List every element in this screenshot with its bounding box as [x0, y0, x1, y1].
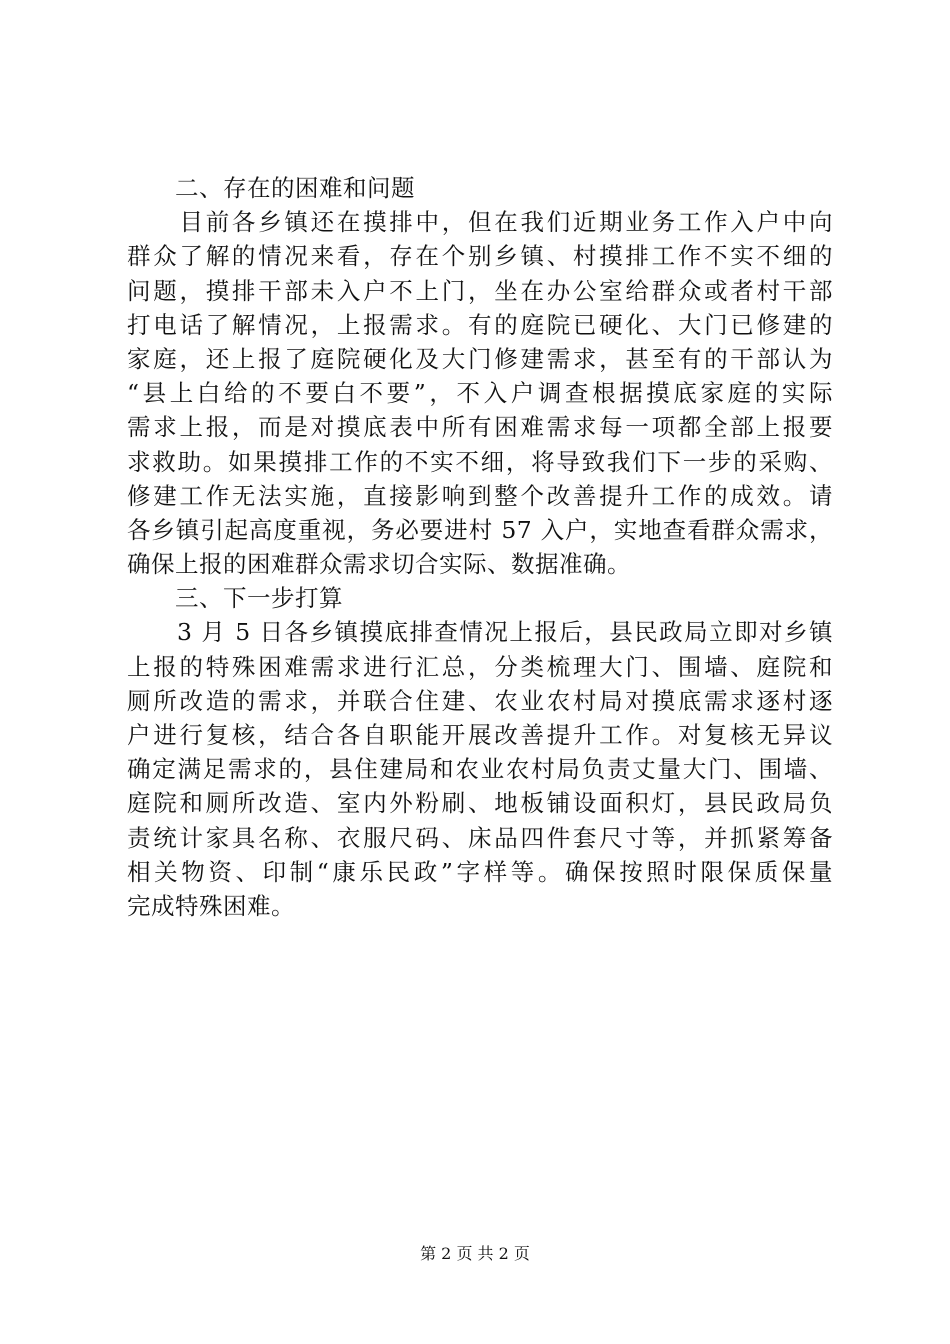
document-body	[127, 171, 833, 923]
page-footer: 第 2 页 共 2 页	[420, 1244, 530, 1263]
paragraph-line: 打电话了解情况，上报需求。有的庭院已硬化、大门已修建的	[127, 310, 833, 339]
paragraph-line: 责统计家具名称、衣服尺码、床品四件套尺寸等，并抓紧筹备	[127, 823, 833, 852]
paragraph-line: 厕所改造的需求，并联合住建、农业农村局对摸底需求逐村逐	[127, 686, 833, 715]
paragraph-line: 确保上报的困难群众需求切合实际、数据准确。	[127, 550, 631, 579]
paragraph-line: 需求上报，而是对摸底表中所有困难需求每一项都全部上报要	[127, 413, 833, 442]
paragraph-line: 确定满足需求的，县住建局和农业农村局负责丈量大门、围墙、	[127, 755, 833, 784]
paragraph-line: 户进行复核，结合各自职能开展改善提升工作。对复核无异议	[127, 721, 833, 749]
paragraph-line: 庭院和厕所改造、室内外粉刷、地板铺设面积灯，县民政局负	[127, 789, 833, 818]
paragraph-line: “县上白给的不要白不要”，不入户调查根据摸底家庭的实际	[127, 379, 833, 408]
paragraph-line: 群众了解的情况来看，存在个别乡镇、村摸排工作不实不细的	[127, 242, 833, 271]
paragraph-line: 各乡镇引起高度重视，务必要进村 57 入户，实地查看群众需求，	[127, 515, 833, 544]
section-heading: 二、存在的困难和问题	[127, 174, 415, 202]
paragraph-line: 修建工作无法实施，直接影响到整个改善提升工作的成效。请	[127, 481, 833, 510]
paragraph-line: 家庭，还上报了庭院硬化及大门修建需求，甚至有的干部认为	[127, 344, 833, 373]
paragraph-line: 相关物资、印制“康乐民政”字样等。确保按照时限保质保量	[127, 857, 833, 886]
paragraph-line: 完成特殊困难。	[127, 891, 295, 920]
paragraph-line: 目前各乡镇还在摸排中，但在我们近期业务工作入户中向	[127, 208, 833, 237]
paragraph-line: 问题，摸排干部未入户不上门，坐在办公室给群众或者村干部	[127, 276, 833, 305]
paragraph-line: 3 月 5 日各乡镇摸底排查情况上报后，县民政局立即对乡镇	[127, 618, 833, 647]
paragraph-line: 求救助。如果摸排工作的不实不细，将导致我们下一步的采购、	[127, 447, 833, 476]
paragraph-line: 上报的特殊困难需求进行汇总，分类梳理大门、围墙、庭院和	[127, 652, 833, 681]
section-heading: 三、下一步打算	[127, 584, 343, 613]
